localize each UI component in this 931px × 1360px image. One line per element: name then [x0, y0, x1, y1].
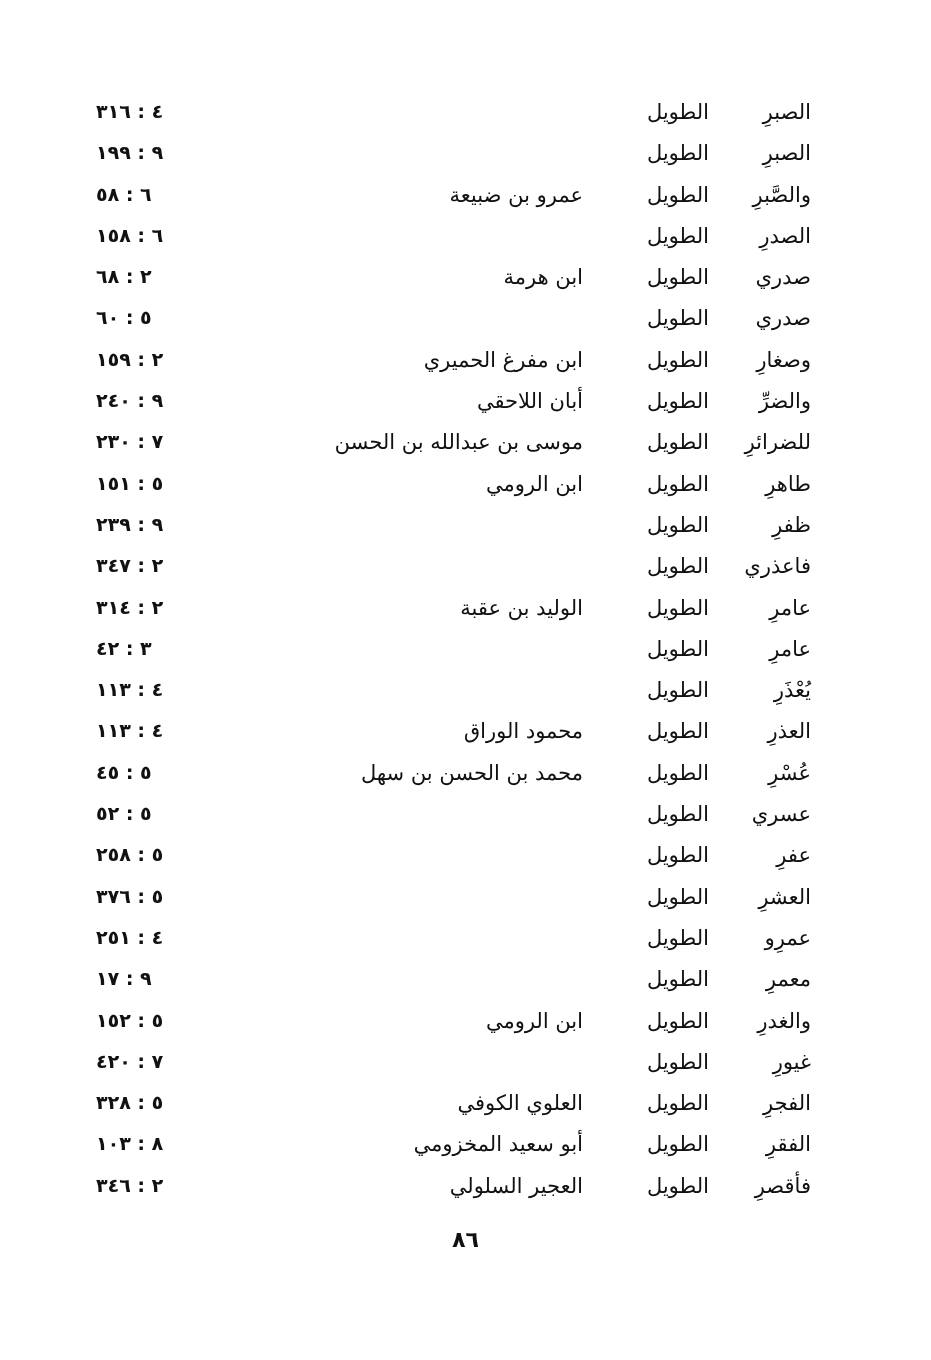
index-row [0, 1124, 931, 1165]
index-row [0, 877, 931, 918]
volume-page-reference: ٥ : ٥٢ [96, 803, 152, 826]
index-row [0, 381, 931, 422]
meter-name: الطويل [646, 1173, 709, 1198]
meter-name: الطويل [646, 967, 709, 992]
volume-page-reference: ٤ : ٢٥١ [96, 926, 164, 949]
index-row [0, 546, 931, 587]
rhyme-word: وصغارِ [756, 347, 811, 372]
rhyme-word: عمرِو [764, 925, 811, 950]
poet-name: أبان اللاحقي [476, 389, 583, 414]
meter-name: الطويل [646, 471, 709, 496]
rhyme-word: الصبرِ [762, 141, 811, 166]
volume-page-reference: ٤ : ٣١٦ [96, 101, 164, 123]
poet-name: أبو سعيد المخزومي [413, 1132, 583, 1157]
meter-name: الطويل [646, 802, 709, 827]
poet-name: الوليد بن عقبة [460, 595, 583, 620]
poet-name: العجير السلولي [449, 1173, 583, 1198]
rhyme-word: والضرِّ [758, 389, 811, 414]
volume-page-reference: ٧ : ٤٢٠ [96, 1050, 164, 1073]
meter-name: الطويل [646, 265, 709, 290]
poet-name: محمد بن الحسن بن سهل [360, 760, 583, 785]
meter-name: الطويل [646, 884, 709, 909]
rhyme-word: والغدرِ [757, 1008, 811, 1033]
rhyme-word: الفجرِ [763, 1091, 811, 1116]
volume-page-reference: ٥ : ٢٥٨ [96, 844, 164, 867]
rhyme-word: معمرِ [765, 967, 811, 992]
meter-name: الطويل [646, 595, 709, 620]
rhyme-word: الفقرِ [765, 1132, 811, 1157]
meter-name: الطويل [646, 678, 709, 703]
index-row [0, 216, 931, 257]
meter-name: الطويل [646, 512, 709, 537]
meter-name: الطويل [646, 843, 709, 868]
volume-page-reference: ٦ : ٥٨ [96, 183, 152, 206]
index-row [0, 670, 931, 711]
poet-name: العلوي الكوفي [457, 1091, 583, 1116]
rhyme-word: عسري [751, 802, 811, 827]
index-row [0, 133, 931, 174]
rhyme-word: فاعذري [744, 554, 811, 579]
rhyme-word: صدري [755, 306, 811, 331]
meter-name: الطويل [646, 554, 709, 579]
index-row [0, 959, 931, 1000]
rhyme-word: العشرِ [758, 884, 811, 909]
index-row [0, 92, 931, 133]
volume-page-reference: ٥ : ٦٠ [96, 307, 152, 330]
index-row [0, 588, 931, 629]
volume-page-reference: ٢ : ٣٤٦ [96, 1174, 164, 1197]
poet-name: محمود الوراق [463, 719, 583, 744]
page-number: ٨٦ [452, 1228, 479, 1253]
index-row [0, 918, 931, 959]
poet-name: ابن مفرغ الحميري [423, 347, 583, 372]
index-row [0, 1166, 931, 1207]
volume-page-reference: ٦ : ١٥٨ [96, 224, 164, 247]
meter-name: الطويل [646, 430, 709, 455]
meter-name: الطويل [646, 636, 709, 661]
index-table [0, 92, 931, 1207]
meter-name: الطويل [646, 389, 709, 414]
meter-name: الطويل [646, 925, 709, 950]
index-row [0, 629, 931, 670]
volume-page-reference: ٩ : ١٧ [96, 968, 152, 991]
meter-name: الطويل [646, 1132, 709, 1157]
rhyme-word: الصبرِ [762, 100, 811, 124]
index-row [0, 711, 931, 752]
rhyme-word: الصدرِ [759, 223, 811, 248]
volume-page-reference: ٥ : ١٥٢ [96, 1009, 164, 1032]
volume-page-reference: ٢ : ٣١٤ [96, 596, 164, 619]
volume-page-reference: ٧ : ٢٣٠ [96, 431, 164, 454]
rhyme-word: فأقصرِ [754, 1173, 811, 1198]
poet-name: ابن الرومي [485, 471, 583, 496]
volume-page-reference: ٥ : ٤٥ [96, 761, 152, 784]
index-row [0, 340, 931, 381]
rhyme-word: عفرِ [776, 843, 811, 868]
rhyme-word: صدري [755, 265, 811, 290]
index-row [0, 175, 931, 216]
index-row [0, 422, 931, 463]
poet-name: ابن الرومي [485, 1008, 583, 1033]
meter-name: الطويل [646, 100, 709, 124]
index-row [0, 257, 931, 298]
volume-page-reference: ٢ : ١٥٩ [96, 348, 164, 371]
rhyme-word: عامرِ [769, 595, 811, 620]
volume-page-reference: ٥ : ٣٢٨ [96, 1092, 164, 1115]
volume-page-reference: ٥ : ٣٧٦ [96, 885, 164, 908]
volume-page-reference: ٢ : ٣٤٧ [96, 555, 164, 578]
meter-name: الطويل [646, 719, 709, 744]
volume-page-reference: ٣ : ٤٢ [96, 637, 152, 660]
rhyme-word: عُسْرِ [768, 760, 811, 785]
meter-name: الطويل [646, 347, 709, 372]
rhyme-word: طاهرِ [765, 471, 811, 496]
rhyme-word: ظفرِ [772, 512, 811, 537]
meter-name: الطويل [646, 223, 709, 248]
rhyme-word: العذرِ [767, 719, 811, 744]
index-row [0, 464, 931, 505]
volume-page-reference: ٤ : ١١٣ [96, 720, 164, 743]
index-row [0, 1042, 931, 1083]
index-row [0, 505, 931, 546]
rhyme-word: للضرائرِ [744, 430, 811, 455]
index-row [0, 753, 931, 794]
index-row [0, 1083, 931, 1124]
volume-page-reference: ٤ : ١١٣ [96, 679, 164, 702]
poet-name: موسى بن عبدالله بن الحسن [334, 430, 583, 455]
rhyme-word: عامرِ [769, 636, 811, 661]
volume-page-reference: ٩ : ٢٤٠ [96, 390, 164, 413]
meter-name: الطويل [646, 1049, 709, 1074]
meter-name: الطويل [646, 306, 709, 331]
volume-page-reference: ٨ : ١٠٣ [96, 1133, 164, 1156]
poet-name: ابن هرمة [503, 265, 583, 290]
volume-page-reference: ٩ : ١٩٩ [96, 142, 164, 165]
volume-page-reference: ٩ : ٢٣٩ [96, 513, 164, 536]
meter-name: الطويل [646, 760, 709, 785]
meter-name: الطويل [646, 1091, 709, 1116]
rhyme-word: والصَّبرِ [752, 182, 811, 207]
rhyme-word: يُعْذَرِ [773, 678, 811, 703]
volume-page-reference: ٥ : ١٥١ [96, 472, 164, 495]
index-row [0, 1001, 931, 1042]
index-row [0, 794, 931, 835]
index-row [0, 835, 931, 876]
poet-name: عمرو بن ضبيعة [449, 182, 583, 207]
rhyme-word: غيورِ [772, 1049, 811, 1074]
volume-page-reference: ٢ : ٦٨ [96, 266, 152, 289]
meter-name: الطويل [646, 141, 709, 166]
meter-name: الطويل [646, 1008, 709, 1033]
meter-name: الطويل [646, 182, 709, 207]
index-row [0, 298, 931, 339]
